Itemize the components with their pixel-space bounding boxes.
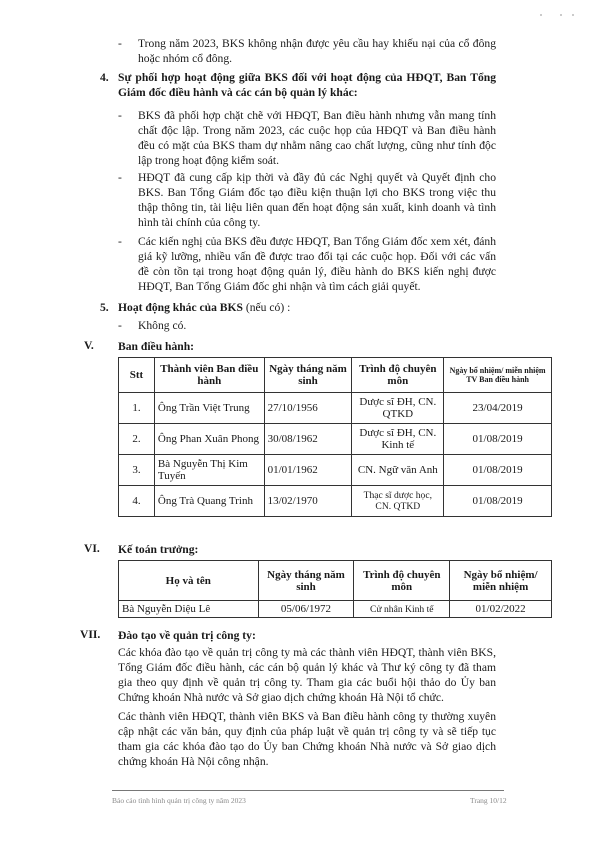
cell-stt: 3. xyxy=(119,455,155,486)
cell-qualification: Dược sĩ ĐH, CN. Kinh tế xyxy=(352,424,444,455)
section-vii-paragraph-1: Các khóa đào tạo về quản trị công ty mà các thành viên HĐQT, thành viên BKS, Tổng Giám đốc điều hành, các cán bộ quản lý khác và Thư ký công ty đã tham gia theo quy định về quản trị công ty. Tham gia các buổi hội thảo do Ủy ban Chứng khoán Nhà nước và Sở giao dịch chứng khoán Hà Nội tổ chức. xyxy=(118,646,496,704)
table-row xyxy=(119,601,552,618)
cell-member: Ông Trần Việt Trung xyxy=(154,393,264,424)
table-header-row xyxy=(119,358,552,393)
col-header-stt: Stt xyxy=(119,358,155,393)
col-header-name: Họ và tên xyxy=(119,561,259,601)
col-header-appointment: Ngày bổ nhiệm/ miễn nhiệm xyxy=(450,561,552,601)
chief-accountant-table xyxy=(118,560,552,618)
section-4-number: 4. xyxy=(100,71,109,84)
col-header-qualification: Trình độ chuyên môn xyxy=(352,358,444,393)
footer-divider xyxy=(112,790,504,791)
col-header-qualification: Trình độ chuyên môn xyxy=(354,561,450,601)
cell-dob: 30/08/1962 xyxy=(264,424,352,455)
scan-speck xyxy=(560,14,562,16)
cell-stt: 4. xyxy=(119,486,155,517)
cell-qualification: Cử nhân Kinh tế xyxy=(354,601,450,618)
section-vii-paragraph-2: Các thành viên HĐQT, thành viên BKS và Ban điều hành công ty thường xuyên cập nhật các văn bản, quy định của pháp luật về quản trị công ty và sẽ tiếp tục tham gia các khóa đào tạo do Ủy ban Chứng khoán Nhà nước và Sở giao dịch chứng khoán Hà Nội công nhận. xyxy=(118,710,496,768)
scan-speck xyxy=(572,14,574,16)
section-5-heading-bold: Hoạt động khác của BKS xyxy=(118,301,243,314)
cell-member: Ông Trà Quang Trinh xyxy=(154,486,264,517)
section-5-heading xyxy=(118,300,496,315)
scan-speck xyxy=(540,14,542,16)
cell-dob: 05/06/1972 xyxy=(258,601,354,618)
col-header-dob: Ngày tháng năm sinh xyxy=(264,358,352,393)
col-header-dob: Ngày tháng năm sinh xyxy=(258,561,354,601)
col-header-member: Thành viên Ban điều hành xyxy=(154,358,264,393)
footer-report-title: Báo cáo tình hình quản trị công ty năm 2023 xyxy=(112,796,246,805)
table-header-row xyxy=(119,561,552,601)
bullet-dash: - xyxy=(118,109,122,122)
cell-dob: 01/01/1962 xyxy=(264,455,352,486)
section-v-number: V. xyxy=(84,339,94,352)
section-vii-heading: Đào tạo về quản trị công ty: xyxy=(118,629,256,642)
section-vi-number: VI. xyxy=(84,542,100,555)
cell-stt: 2. xyxy=(119,424,155,455)
section-4-bullet-1: BKS đã phối hợp chặt chẽ với HĐQT, Ban điều hành nhưng vẫn mang tính chất độc lập. Trong năm 2023, các cuộc họp của HĐQT và Ban điều hành đều có mặt của BKS tham dự nhằm nâng cao chất lượng, cũng như tính độc lập trong hoạt động kiểm soát. xyxy=(138,109,496,167)
cell-appointment: 01/08/2019 xyxy=(444,455,552,486)
section-4-bullet-3: Các kiến nghị của BKS đều được HĐQT, Ban Tổng Giám đốc xem xét, đánh giá kỹ lưỡng, nhiều vấn đề được trao đổi tại các cuộc họp. Đối với các vấn đề còn tồn tại trong hoạt động quản lý, điều hành do BKS kiến nghị được HĐQT, Ban Tổng Giám đốc ghi nhận và tìm cách giải quyết. xyxy=(138,235,496,293)
table-row xyxy=(119,455,552,486)
bks-complaints-bullet: Trong năm 2023, BKS không nhận được yêu cầu hay khiếu nại của cổ đông hoặc nhóm cổ đông. xyxy=(138,37,496,65)
table-row xyxy=(119,424,552,455)
cell-stt: 1. xyxy=(119,393,155,424)
section-5-heading-rest: (nếu có) : xyxy=(242,301,291,314)
section-5-bullet-1: Không có. xyxy=(138,319,187,332)
footer-page-number: Trang 10/12 xyxy=(470,796,507,805)
bullet-dash: - xyxy=(118,319,122,332)
cell-qualification: CN. Ngữ văn Anh xyxy=(352,455,444,486)
bullet-dash: - xyxy=(118,235,122,248)
cell-member: Bà Nguyễn Thị Kim Tuyến xyxy=(154,455,264,486)
table-row xyxy=(119,393,552,424)
table-row xyxy=(119,486,552,517)
bullet-dash: - xyxy=(118,37,122,50)
col-header-appointment: Ngày bổ nhiệm/ miễn nhiệm TV Ban điều hành xyxy=(444,358,552,393)
cell-appointment: 01/02/2022 xyxy=(450,601,552,618)
cell-appointment: 01/08/2019 xyxy=(444,486,552,517)
section-4-bullet-2: HĐQT đã cung cấp kịp thời và đầy đủ các Nghị quyết và Quyết định cho BKS. Ban Tổng Giám đốc tạo điều kiện thuận lợi cho BKS trong việc thu thập thông tin, tài liệu liên quan đến hoạt động sản xuất, kinh doanh và tình hình tài chính của công ty. xyxy=(138,171,496,229)
section-v-heading: Ban điều hành: xyxy=(118,340,195,353)
cell-appointment: 01/08/2019 xyxy=(444,424,552,455)
cell-name: Bà Nguyễn Diệu Lê xyxy=(119,601,259,618)
executive-board-table xyxy=(118,357,552,517)
section-vi-heading: Kế toán trưởng: xyxy=(118,543,199,556)
cell-qualification: Thạc sĩ dược học, CN. QTKD xyxy=(352,486,444,517)
cell-member: Ông Phan Xuân Phong xyxy=(154,424,264,455)
bullet-dash: - xyxy=(118,171,122,184)
cell-qualification: Dược sĩ ĐH, CN. QTKD xyxy=(352,393,444,424)
cell-dob: 13/02/1970 xyxy=(264,486,352,517)
section-vii-number: VII. xyxy=(80,628,101,641)
cell-dob: 27/10/1956 xyxy=(264,393,352,424)
section-5-number: 5. xyxy=(100,301,109,314)
cell-appointment: 23/04/2019 xyxy=(444,393,552,424)
section-4-heading: Sự phối hợp hoạt động giữa BKS đối với hoạt động của HĐQT, Ban Tổng Giám đốc điều hành và các cán bộ quản lý khác: xyxy=(118,71,496,99)
